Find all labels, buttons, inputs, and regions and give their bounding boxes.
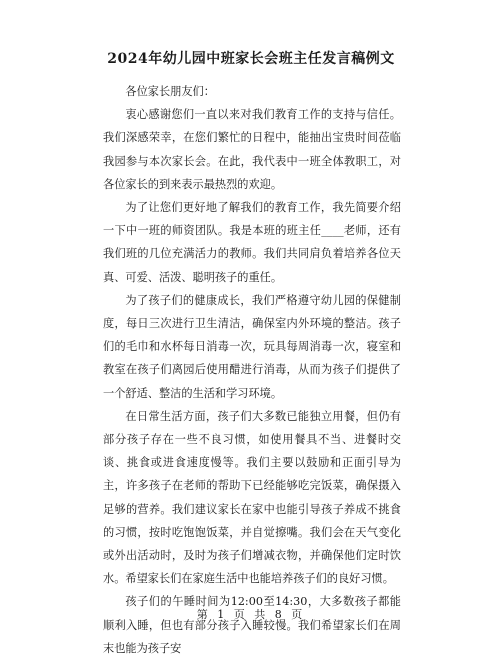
greeting: 各位家长朋友们： bbox=[125, 85, 215, 98]
paragraph-3: 为了孩子们的健康成长，我们严格遵守幼儿园的保健制度，每日三次进行卫生清洁，确保室内外环境的整洁。孩子们的毛巾和水杯每日消毒一次，玩具每周消毒一次，寝室和教室在孩子们离园后使用醋进行消毒，从而为孩子们提供了一个舒适、整洁的生活和学习环境。 bbox=[103, 293, 401, 400]
paragraph-5: 孩子们的午睡时间为12:00至14:30，大多数孩子都能顺利入睡，但也有部分孩子入睡较慢。我们希望家长们在周末也能为孩子安 bbox=[103, 595, 401, 655]
page-footer: 第 1 页 共 8 页 bbox=[196, 608, 306, 621]
paragraph-1: 衷心感谢您们一直以来对我们教育工作的支持与信任。我们深感荣幸，在您们繁忙的日程中，能抽出宝贵时间莅临我园参与本次家长会。在此，我代表中一班全体教职工，对各位家长的到来表示最热烈的欢迎。 bbox=[103, 108, 401, 191]
document-body bbox=[103, 80, 401, 660]
paragraph-4: 在日常生活方面，孩子们大多数已能独立用餐，但仍有部分孩子存在一些不良习惯，如使用餐具不当、进餐时交谈、挑食或进食速度慢等。我们主要以鼓励和正面引导为主，许多孩子在老师的帮助下已经能够吃完饭菜，确保摄入足够的营养。我们建议家长在家中也能引导孩子养成不挑食的习惯，按时吃饱饱饭菜，并自觉擦嘴。我们会在天气变化或外出活动时，及时为孩子们增减衣物，并确保他们定时饮水。希望家长们在家庭生活中也能培养孩子们的良好习惯。 bbox=[103, 409, 401, 586]
document-title: 2024年幼儿园中班家长会班主任发言稿例文 bbox=[107, 51, 395, 67]
paragraph-2: 为了让您们更好地了解我们的教育工作，我先简要介绍一下中一班的师资团队。我是本班的班主任____老师，还有我们班的几位充满活力的教师。我们共同肩负着培养各位天真、可爱、活泼、聪明孩子的重任。 bbox=[103, 201, 401, 284]
